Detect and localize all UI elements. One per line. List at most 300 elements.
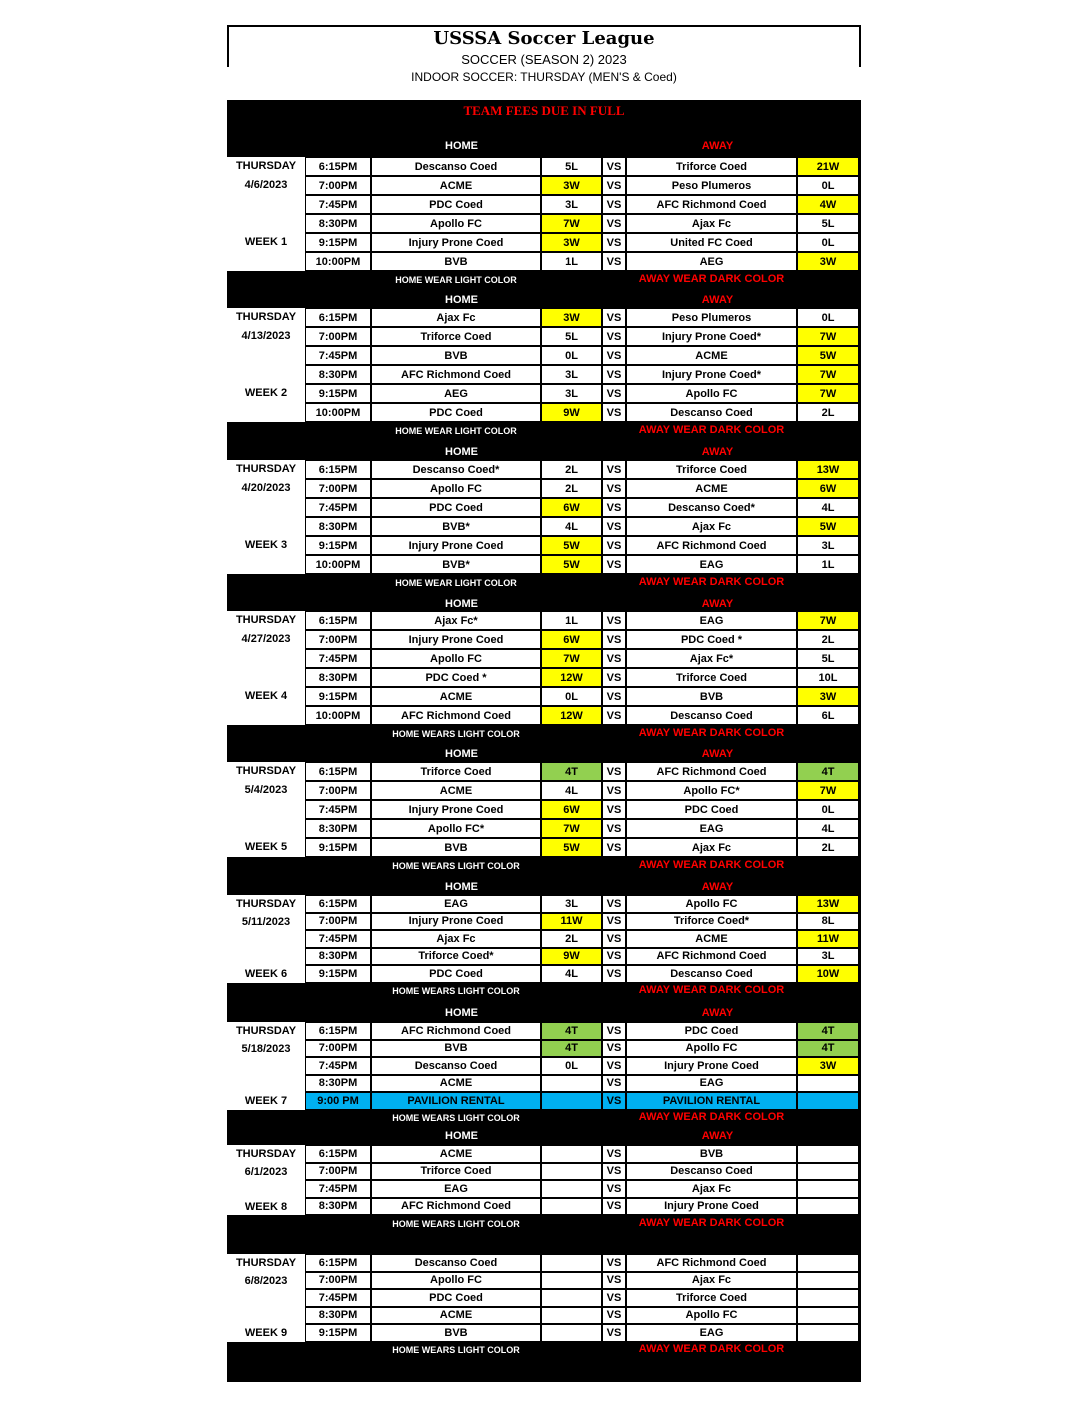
away-team: Descanso Coed*	[626, 498, 797, 517]
home-result: 3L	[541, 384, 602, 403]
away-result: 3L	[797, 948, 859, 966]
home-result: 3W	[541, 233, 602, 252]
home-team: Triforce Coed*	[371, 948, 541, 966]
away-team: Apollo FC	[626, 895, 797, 913]
home-result: 5L	[541, 157, 602, 176]
vs-label: VS	[602, 649, 626, 668]
away-result: 7W	[797, 365, 859, 384]
home-result: 4T	[541, 762, 602, 781]
home-team: Ajax Fc*	[371, 611, 541, 630]
home-result	[541, 1289, 602, 1307]
vs-label: VS	[602, 1272, 626, 1290]
game-time: 8:30PM	[305, 668, 371, 687]
away-team: EAG	[626, 611, 797, 630]
home-result: 4L	[541, 965, 602, 983]
home-wear-note: HOME WEARS LIGHT COLOR	[392, 729, 520, 739]
game-time: 8:30PM	[305, 948, 371, 966]
away-result: 6W	[797, 479, 859, 498]
week-date: 5/11/2023	[227, 916, 305, 928]
vs-label: VS	[602, 1145, 626, 1163]
home-result: 7W	[541, 649, 602, 668]
vs-label: VS	[602, 252, 626, 271]
vs-label: VS	[602, 800, 626, 819]
home-team: EAG	[371, 895, 541, 913]
away-team: EAG	[626, 555, 797, 574]
away-result: 5L	[797, 214, 859, 233]
vs-label: VS	[602, 781, 626, 800]
game-time: 8:30PM	[305, 214, 371, 233]
home-result: 4L	[541, 781, 602, 800]
home-result: 2L	[541, 460, 602, 479]
week-date: 6/1/2023	[227, 1166, 305, 1178]
home-team: Triforce Coed	[371, 1163, 541, 1181]
away-header: AWAY	[701, 294, 734, 306]
away-team: Descanso Coed	[626, 1163, 797, 1181]
game-time: 7:45PM	[305, 346, 371, 365]
away-header: AWAY	[701, 1130, 734, 1142]
game-time: 7:45PM	[305, 498, 371, 517]
home-team: BVB	[371, 1040, 541, 1058]
home-team: BVB*	[371, 517, 541, 536]
home-wear-note: HOME WEARS LIGHT COLOR	[392, 986, 520, 996]
home-team: PDC Coed	[371, 965, 541, 983]
home-team: Descanso Coed*	[371, 460, 541, 479]
home-team: AEG	[371, 384, 541, 403]
vs-label: VS	[602, 630, 626, 649]
home-team: PDC Coed	[371, 498, 541, 517]
vs-label: VS	[602, 365, 626, 384]
week-date: 4/13/2023	[227, 330, 305, 342]
week-side-panel	[227, 157, 305, 271]
home-team: Triforce Coed	[371, 762, 541, 781]
away-team: AEG	[626, 252, 797, 271]
away-result: 11W	[797, 930, 859, 948]
game-time: 8:30PM	[305, 1075, 371, 1093]
away-wear-note: AWAY WEAR DARK COLOR	[638, 424, 785, 436]
vs-label: VS	[602, 913, 626, 931]
home-header: HOME	[445, 1006, 478, 1019]
week-side-panel	[227, 308, 305, 422]
away-team: ACME	[626, 479, 797, 498]
away-result: 3W	[797, 687, 859, 706]
game-time: 8:30PM	[305, 819, 371, 838]
vs-label: VS	[602, 948, 626, 966]
home-result	[541, 1307, 602, 1325]
home-team: Apollo FC	[371, 479, 541, 498]
home-team: ACME	[371, 1145, 541, 1163]
home-result: 5W	[541, 536, 602, 555]
game-time: 9:15PM	[305, 536, 371, 555]
away-team: ACME	[626, 930, 797, 948]
game-time: 7:45PM	[305, 1180, 371, 1198]
home-result: 1L	[541, 252, 602, 271]
home-team: PDC Coed	[371, 1289, 541, 1307]
home-team: ACME	[371, 1075, 541, 1093]
away-header: AWAY	[701, 445, 734, 458]
week-day: THURSDAY	[227, 160, 305, 172]
vs-label: VS	[602, 327, 626, 346]
away-team: AFC Richmond Coed	[626, 1254, 797, 1272]
page-subtitle: SOCCER (SEASON 2) 2023	[461, 52, 627, 67]
home-wear-note: HOME WEARS LIGHT COLOR	[392, 1219, 520, 1229]
home-team: PDC Coed	[371, 403, 541, 422]
fees-notice: TEAM FEES DUE IN FULL	[463, 103, 625, 118]
vs-label: VS	[602, 1022, 626, 1040]
home-team: ACME	[371, 1307, 541, 1325]
game-time: 6:15PM	[305, 308, 371, 327]
away-team: AFC Richmond Coed	[626, 536, 797, 555]
away-team: Apollo FC	[626, 1040, 797, 1058]
home-result: 3L	[541, 365, 602, 384]
home-team: Injury Prone Coed	[371, 536, 541, 555]
game-time: 10:00PM	[305, 252, 371, 271]
home-result	[541, 1198, 602, 1216]
week-label: WEEK 7	[227, 1095, 305, 1107]
away-result: 0L	[797, 800, 859, 819]
vs-label: VS	[602, 384, 626, 403]
game-time: 7:45PM	[305, 1289, 371, 1307]
week-day: THURSDAY	[227, 463, 305, 475]
week-label: WEEK 9	[227, 1327, 305, 1339]
game-time: 9:15PM	[305, 838, 371, 857]
home-wear-note: HOME WEAR LIGHT COLOR	[395, 578, 517, 588]
away-result: 10L	[797, 668, 859, 687]
home-result: 3L	[541, 195, 602, 214]
away-wear-note: AWAY WEAR DARK COLOR	[638, 576, 785, 588]
home-result	[541, 1163, 602, 1181]
away-result: 4L	[797, 819, 859, 838]
home-result: 6W	[541, 800, 602, 819]
vs-label: VS	[602, 536, 626, 555]
schedule-table	[227, 100, 861, 1382]
home-header: HOME	[445, 445, 478, 458]
away-wear-note: AWAY WEAR DARK COLOR	[638, 1343, 785, 1355]
away-result	[797, 1092, 859, 1110]
week-day: THURSDAY	[227, 1148, 305, 1160]
vs-label: VS	[602, 668, 626, 687]
home-result	[541, 1324, 602, 1342]
away-header: AWAY	[701, 1006, 734, 1019]
home-result: 6W	[541, 630, 602, 649]
away-team: Peso Plumeros	[626, 176, 797, 195]
game-time: 9:15PM	[305, 965, 371, 983]
away-result	[797, 1289, 859, 1307]
vs-label: VS	[602, 498, 626, 517]
home-result	[541, 1092, 602, 1110]
away-result: 6L	[797, 706, 859, 725]
vs-label: VS	[602, 460, 626, 479]
away-team: Ajax Fc	[626, 1180, 797, 1198]
week-day: THURSDAY	[227, 1257, 305, 1269]
week-day: THURSDAY	[227, 311, 305, 323]
away-team: BVB	[626, 687, 797, 706]
home-team: Apollo FC*	[371, 819, 541, 838]
home-team: Injury Prone Coed	[371, 630, 541, 649]
home-team: PDC Coed *	[371, 668, 541, 687]
home-team: AFC Richmond Coed	[371, 1198, 541, 1216]
away-result: 4T	[797, 1022, 859, 1040]
game-time: 9:15PM	[305, 687, 371, 706]
away-wear-note: AWAY WEAR DARK COLOR	[638, 1217, 785, 1229]
vs-label: VS	[602, 555, 626, 574]
vs-label: VS	[602, 1057, 626, 1075]
home-team: Injury Prone Coed	[371, 800, 541, 819]
game-time: 6:15PM	[305, 611, 371, 630]
page-subtitle-2: INDOOR SOCCER: THURSDAY (MEN'S & Coed)	[411, 70, 677, 84]
game-time: 6:15PM	[305, 460, 371, 479]
game-time: 7:00PM	[305, 327, 371, 346]
away-team: EAG	[626, 819, 797, 838]
home-team: Descanso Coed	[371, 1254, 541, 1272]
away-result: 13W	[797, 460, 859, 479]
game-time: 6:15PM	[305, 762, 371, 781]
home-wear-note: HOME WEARS LIGHT COLOR	[392, 861, 520, 871]
home-result: 12W	[541, 706, 602, 725]
away-result	[797, 1198, 859, 1216]
week-date: 4/20/2023	[227, 482, 305, 494]
vs-label: VS	[602, 930, 626, 948]
vs-label: VS	[602, 233, 626, 252]
away-result: 21W	[797, 157, 859, 176]
away-team: Descanso Coed	[626, 706, 797, 725]
away-result: 4T	[797, 762, 859, 781]
week-label: WEEK 5	[227, 841, 305, 853]
away-team: Triforce Coed	[626, 460, 797, 479]
away-result: 5W	[797, 517, 859, 536]
game-time: 7:00PM	[305, 913, 371, 931]
away-team: Descanso Coed	[626, 965, 797, 983]
away-result	[797, 1324, 859, 1342]
home-team: BVB	[371, 346, 541, 365]
away-result: 7W	[797, 611, 859, 630]
vs-label: VS	[602, 517, 626, 536]
away-team: PDC Coed	[626, 1022, 797, 1040]
away-result: 3W	[797, 252, 859, 271]
home-team: ACME	[371, 176, 541, 195]
away-team: PDC Coed	[626, 800, 797, 819]
game-time: 6:15PM	[305, 895, 371, 913]
vs-label: VS	[602, 1324, 626, 1342]
week-date: 5/18/2023	[227, 1043, 305, 1055]
vs-label: VS	[602, 214, 626, 233]
home-result: 3W	[541, 176, 602, 195]
home-result: 0L	[541, 687, 602, 706]
vs-label: VS	[602, 687, 626, 706]
home-result: 4L	[541, 517, 602, 536]
away-wear-note: AWAY WEAR DARK COLOR	[638, 1111, 785, 1123]
home-wear-note: HOME WEARS LIGHT COLOR	[392, 1113, 520, 1123]
game-time: 7:00PM	[305, 1163, 371, 1181]
game-time: 7:45PM	[305, 195, 371, 214]
vs-label: VS	[602, 195, 626, 214]
away-team: Ajax Fc*	[626, 649, 797, 668]
home-header: HOME	[445, 1130, 478, 1142]
home-team: AFC Richmond Coed	[371, 1022, 541, 1040]
away-team: Injury Prone Coed*	[626, 365, 797, 384]
vs-label: VS	[602, 176, 626, 195]
week-side-panel	[227, 460, 305, 574]
vs-label: VS	[602, 819, 626, 838]
away-result: 2L	[797, 630, 859, 649]
home-result: 5L	[541, 327, 602, 346]
away-result: 0L	[797, 176, 859, 195]
game-time: 7:00PM	[305, 630, 371, 649]
away-result: 4T	[797, 1040, 859, 1058]
home-result: 3L	[541, 895, 602, 913]
vs-label: VS	[602, 479, 626, 498]
away-header: AWAY	[701, 748, 734, 760]
game-time: 8:30PM	[305, 365, 371, 384]
away-header: AWAY	[701, 880, 734, 893]
vs-label: VS	[602, 346, 626, 365]
home-header: HOME	[445, 597, 478, 610]
away-team: Injury Prone Coed	[626, 1198, 797, 1216]
away-header: AWAY	[701, 139, 734, 152]
home-team: Descanso Coed	[371, 157, 541, 176]
week-day: THURSDAY	[227, 765, 305, 777]
game-time: 7:45PM	[305, 800, 371, 819]
game-time: 6:15PM	[305, 1254, 371, 1272]
away-wear-note: AWAY WEAR DARK COLOR	[638, 273, 785, 285]
week-label: WEEK 4	[227, 690, 305, 702]
game-time: 7:00PM	[305, 1272, 371, 1290]
away-team: Apollo FC*	[626, 781, 797, 800]
home-result: 3W	[541, 308, 602, 327]
home-result	[541, 1075, 602, 1093]
away-team: Triforce Coed*	[626, 913, 797, 931]
week-date: 6/8/2023	[227, 1275, 305, 1287]
home-header: HOME	[445, 748, 478, 760]
away-result: 7W	[797, 327, 859, 346]
home-result: 1L	[541, 611, 602, 630]
vs-label: VS	[602, 762, 626, 781]
away-result: 0L	[797, 308, 859, 327]
home-team: Apollo FC	[371, 649, 541, 668]
week-side-panel	[227, 611, 305, 725]
away-team: BVB	[626, 1145, 797, 1163]
game-time: 9:00 PM	[305, 1092, 371, 1110]
game-time: 8:30PM	[305, 1198, 371, 1216]
home-result	[541, 1180, 602, 1198]
away-result	[797, 1075, 859, 1093]
home-result: 9W	[541, 948, 602, 966]
vs-label: VS	[602, 308, 626, 327]
home-header: HOME	[445, 880, 478, 893]
page-title: USSSA Soccer League	[433, 28, 655, 49]
away-result: 10W	[797, 965, 859, 983]
home-result: 0L	[541, 1057, 602, 1075]
home-result: 0L	[541, 346, 602, 365]
home-result	[541, 1254, 602, 1272]
away-team: Triforce Coed	[626, 1289, 797, 1307]
home-team: PAVILION RENTAL	[371, 1092, 541, 1110]
week-label: WEEK 1	[227, 236, 305, 248]
away-team: AFC Richmond Coed	[626, 195, 797, 214]
home-header: HOME	[445, 139, 478, 152]
home-team: Descanso Coed	[371, 1057, 541, 1075]
home-result: 4T	[541, 1022, 602, 1040]
vs-label: VS	[602, 1254, 626, 1272]
game-time: 10:00PM	[305, 706, 371, 725]
home-team: Triforce Coed	[371, 327, 541, 346]
away-result: 7W	[797, 384, 859, 403]
week-label: WEEK 2	[227, 387, 305, 399]
game-time: 8:30PM	[305, 517, 371, 536]
away-team: Apollo FC	[626, 384, 797, 403]
away-team: Injury Prone Coed*	[626, 327, 797, 346]
vs-label: VS	[602, 706, 626, 725]
vs-label: VS	[602, 1092, 626, 1110]
game-time: 6:15PM	[305, 1022, 371, 1040]
week-label: WEEK 6	[227, 968, 305, 980]
away-team: Ajax Fc	[626, 214, 797, 233]
vs-label: VS	[602, 1180, 626, 1198]
away-team: EAG	[626, 1324, 797, 1342]
away-result: 13W	[797, 895, 859, 913]
away-team: EAG	[626, 1075, 797, 1093]
away-header: AWAY	[701, 597, 734, 610]
home-team: Apollo FC	[371, 1272, 541, 1290]
away-team: AFC Richmond Coed	[626, 762, 797, 781]
vs-label: VS	[602, 611, 626, 630]
game-time: 9:15PM	[305, 384, 371, 403]
game-time: 10:00PM	[305, 403, 371, 422]
week-date: 4/6/2023	[227, 179, 305, 191]
away-result	[797, 1145, 859, 1163]
home-result: 6W	[541, 498, 602, 517]
game-time: 7:00PM	[305, 781, 371, 800]
week-day: THURSDAY	[227, 614, 305, 626]
away-result	[797, 1307, 859, 1325]
home-team: ACME	[371, 687, 541, 706]
home-header: HOME	[445, 294, 478, 306]
week-label: WEEK 8	[227, 1201, 305, 1213]
game-time: 7:45PM	[305, 649, 371, 668]
vs-label: VS	[602, 1040, 626, 1058]
away-result: 7W	[797, 781, 859, 800]
away-team: Ajax Fc	[626, 838, 797, 857]
home-team: Ajax Fc	[371, 308, 541, 327]
away-result: 1L	[797, 555, 859, 574]
home-result: 2L	[541, 930, 602, 948]
game-time: 7:45PM	[305, 930, 371, 948]
away-team: Ajax Fc	[626, 517, 797, 536]
home-wear-note: HOME WEAR LIGHT COLOR	[395, 275, 517, 285]
away-result	[797, 1272, 859, 1290]
home-result: 7W	[541, 214, 602, 233]
vs-label: VS	[602, 403, 626, 422]
game-time: 7:00PM	[305, 176, 371, 195]
away-result: 4L	[797, 498, 859, 517]
away-team: Ajax Fc	[626, 1272, 797, 1290]
home-result: 7W	[541, 819, 602, 838]
home-team: Injury Prone Coed	[371, 233, 541, 252]
game-time: 9:15PM	[305, 233, 371, 252]
game-time: 9:15PM	[305, 1324, 371, 1342]
away-result: 8L	[797, 913, 859, 931]
away-result: 2L	[797, 838, 859, 857]
home-team: ACME	[371, 781, 541, 800]
away-team: Triforce Coed	[626, 157, 797, 176]
home-team: BVB	[371, 252, 541, 271]
home-result: 12W	[541, 668, 602, 687]
away-result: 3W	[797, 1057, 859, 1075]
home-team: BVB*	[371, 555, 541, 574]
week-date: 4/27/2023	[227, 633, 305, 645]
home-result: 5W	[541, 838, 602, 857]
home-team: AFC Richmond Coed	[371, 706, 541, 725]
game-time: 7:00PM	[305, 479, 371, 498]
